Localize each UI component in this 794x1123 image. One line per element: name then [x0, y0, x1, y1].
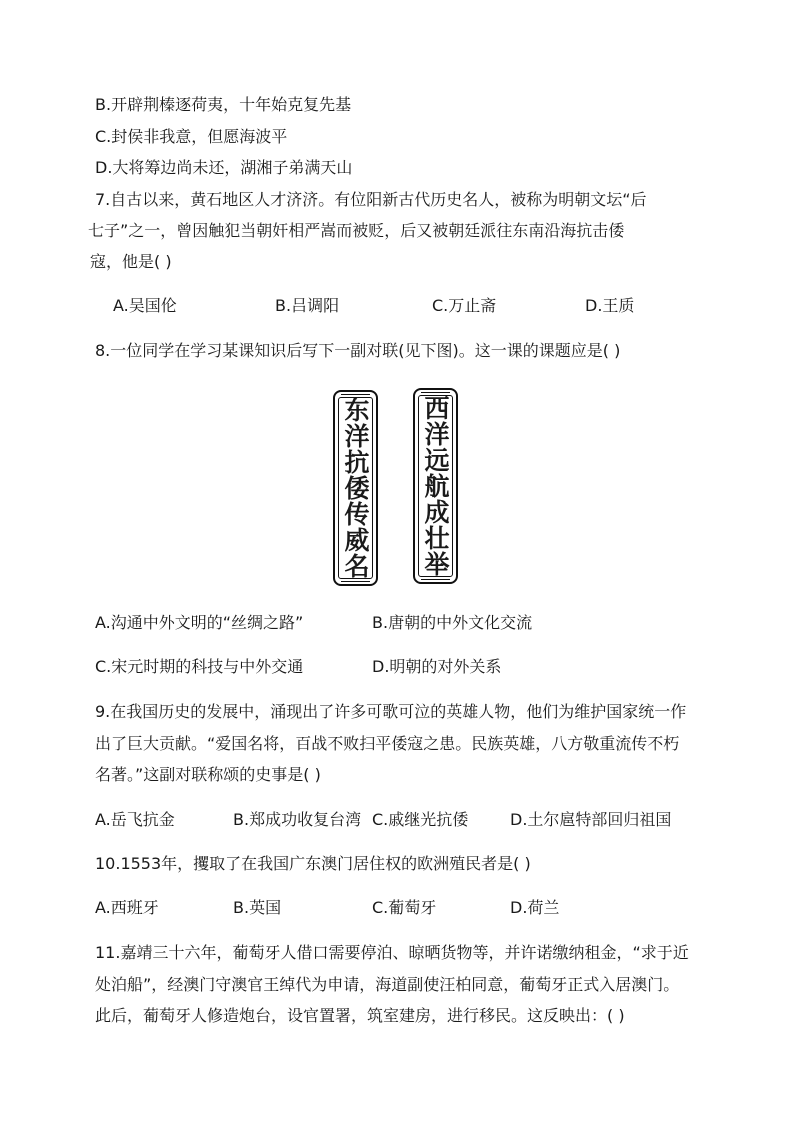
q11-stem-line-3: 此后，葡萄牙人修造炮台，设官置署，筑室建房，进行移民。这反映出：( ) — [95, 1006, 625, 1025]
q6-option-d: D.大将筹边尚未还，湖湘子弟满天山 — [95, 158, 353, 177]
q9-option-a: A.岳飞抗金 — [95, 810, 175, 829]
q9-stem-line-2: 出了巨大贡献。“爱国名将，百战不败扫平倭寇之患。民族英雄，八方敬重流传不朽 — [95, 734, 680, 753]
couplet-scroll-left — [333, 390, 378, 586]
q10-option-d: D.荷兰 — [510, 898, 560, 917]
q9-option-c: C.戚继光抗倭 — [372, 810, 469, 829]
q7-option-a: A.吴国伦 — [113, 296, 177, 315]
q6-option-b: B.开辟荆榛逐荷夷，十年始克复先基 — [95, 95, 352, 114]
q6-option-c: C.封侯非我意，但愿海波平 — [95, 127, 288, 146]
q7-option-c: C.万止斋 — [432, 296, 497, 315]
q8-option-b: B.唐朝的中外文化交流 — [372, 613, 533, 632]
scroll-cap-bottom — [421, 579, 450, 580]
couplet-left-text: 东洋抗倭传威名 — [341, 397, 370, 579]
q7-stem-line-3: 寇，他是( ) — [90, 252, 172, 271]
scroll-cap-bottom — [341, 581, 370, 582]
q9-stem-line-3: 名著。”这副对联称颂的史事是( ) — [95, 765, 321, 784]
q10-stem: 10.1553年，攫取了在我国广东澳门居住权的欧洲殖民者是( ) — [95, 854, 531, 873]
scroll-cap-top — [341, 394, 370, 395]
scroll-cap-top — [421, 392, 450, 393]
q10-option-b: B.英国 — [233, 898, 282, 917]
couplet-scroll-right — [413, 388, 458, 584]
q8-option-a: A.沟通中外文明的“丝绸之路” — [95, 613, 304, 632]
q7-stem-line-1: 7.自古以来，黄石地区人才济济。有位阳新古代历史名人，被称为明朝文坛“后 — [95, 190, 647, 209]
q11-stem-line-1: 11.嘉靖三十六年，葡萄牙人借口需要停泊、晾晒货物等，并许诺缴纳租金，“求于近 — [95, 943, 689, 962]
q10-option-c: C.葡萄牙 — [372, 898, 437, 917]
q11-stem-line-2: 处泊船”，经澳门守澳官王绰代为申请，海道副使汪柏同意，葡萄牙正式入居澳门。 — [95, 975, 680, 994]
q9-option-b: B.郑成功收复台湾 — [233, 810, 362, 829]
q8-option-c: C.宋元时期的科技与中外交通 — [95, 657, 304, 676]
q10-option-a: A.西班牙 — [95, 898, 159, 917]
q8-stem: 8.一位同学在学习某课知识后写下一副对联(见下图)。这一课的课题应是( ) — [95, 341, 621, 360]
q7-option-b: B.吕调阳 — [275, 296, 340, 315]
couplet-right-text: 西洋远航成壮举 — [421, 395, 450, 577]
q7-option-d: D.王质 — [585, 296, 635, 315]
q9-option-d: D.土尔扈特部回归祖国 — [510, 810, 672, 829]
q9-stem-line-1: 9.在我国历史的发展中，涌现出了许多可歌可泣的英雄人物，他们为维护国家统一作 — [95, 702, 687, 721]
q8-option-d: D.明朝的对外关系 — [372, 657, 502, 676]
q7-stem-line-2: 七子”之一，曾因触犯当朝奸相严嵩而被贬，后又被朝廷派往东南沿海抗击倭 — [88, 221, 625, 240]
